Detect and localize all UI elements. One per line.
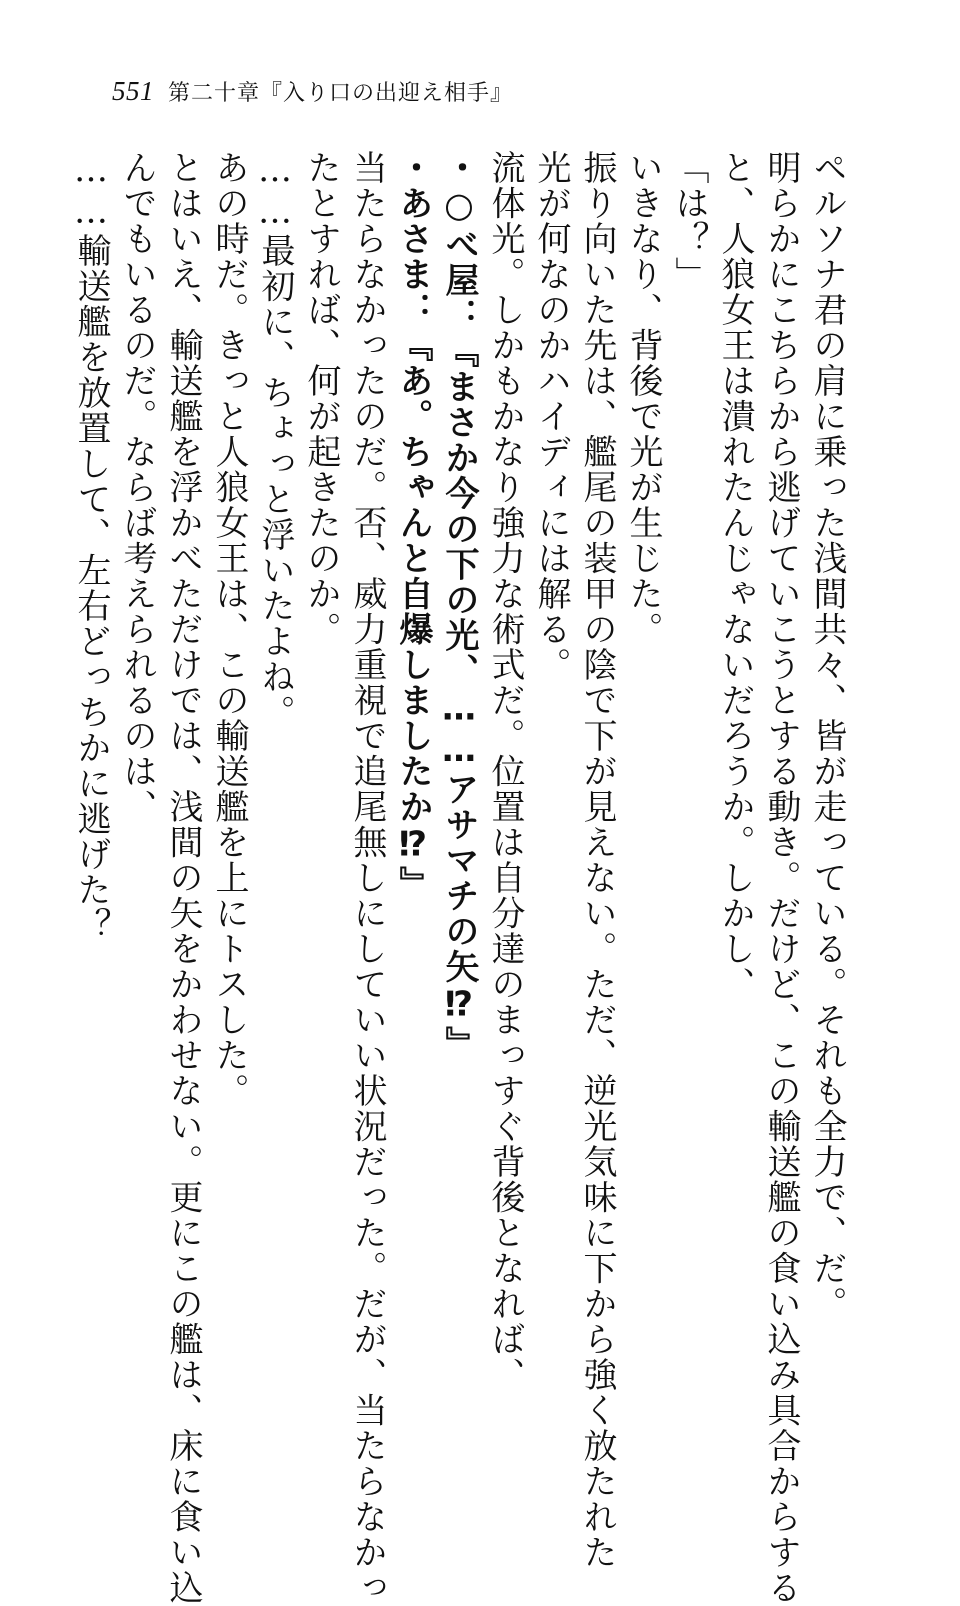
text-line: いきなり、背後で光が生じた。 bbox=[623, 150, 663, 647]
chat-line: ・○べ屋：『まさか今の下の光、……アサマチの矢⁉』 bbox=[439, 150, 479, 1062]
text-line: あの時だ。きっと人狼女王は、この輸送艦を上にトスした。 bbox=[209, 150, 249, 1109]
text-line: たとすれば、何が起きたのか。 bbox=[301, 150, 341, 647]
text-line: 明らかにこちらから逃げていこうとする動き。だけど、この輸送艦の食い込み具合からする bbox=[761, 150, 801, 1606]
text-line: んでもいるのだ。ならば考えられるのは、 bbox=[117, 150, 157, 825]
text-line: とはいえ、輸送艦を浮かべただけでは、浅間の矢をかわせない。更にこの艦は、床に食い込 bbox=[163, 150, 203, 1606]
text-line: 「は？」 bbox=[669, 150, 709, 292]
vertical-body-text bbox=[71, 150, 850, 1606]
running-header bbox=[112, 76, 513, 116]
text-line: ……最初に、ちょっと浮いたよね。 bbox=[255, 150, 295, 730]
chat-line: ・あさま：『あ。ちゃんと自爆しましたか⁉』 bbox=[393, 150, 433, 902]
text-line: 流体光。しかもかなり強力な術式だ。位置は自分達のまっすぐ背後となれば、 bbox=[485, 150, 525, 1393]
text-line: 光が何なのかハイディには解る。 bbox=[531, 150, 571, 683]
page-number: 551 bbox=[112, 76, 154, 106]
text-line: と、人狼女王は潰れたんじゃないだろうか。しかし、 bbox=[715, 150, 755, 1002]
text-line: 当たらなかったのだ。否、威力重視で追尾無しにしていい状況だった。だが、当たらなかっ bbox=[347, 150, 387, 1606]
text-line: 振り向いた先は、艦尾の装甲の陰で下が見えない。ただ、逆光気味に下から強く放たれた bbox=[577, 150, 617, 1570]
text-line: ……輸送艦を放置して、左右どっちかに逃げた？ bbox=[71, 150, 111, 943]
text-line: ペルソナ君の肩に乗った浅間共々、皆が走っている。それも全力で、だ。 bbox=[807, 150, 847, 1322]
chapter-title: 第二十章『入り口の出迎え相手』 bbox=[168, 81, 514, 106]
